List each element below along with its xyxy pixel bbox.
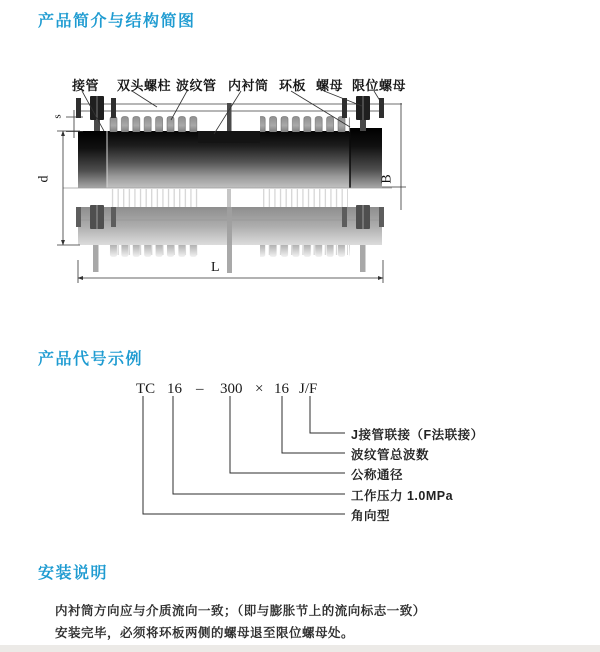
part-label-bellows: 波纹管 (176, 78, 217, 93)
code-label-connection: J接管联接（F法联接） (351, 428, 484, 442)
code-part-diameter: 300 (220, 381, 243, 397)
page-bottom-edge (0, 645, 600, 652)
part-label-limit-nut: 限位螺母 (352, 78, 407, 93)
code-part-dash: – (196, 381, 204, 397)
code-connector-lines (0, 370, 600, 560)
install-note-line1: 内衬筒方向应与介质流向一致；（即与膨胀节上的流向标志一致） (55, 604, 426, 618)
product-code-diagram (0, 370, 600, 560)
part-label-connecting-pipe: 接管 (72, 78, 100, 93)
code-part-connection: J/F (299, 381, 318, 397)
part-label-stud-bolt: 双头螺柱 (117, 78, 172, 93)
part-label-nut: 螺母 (316, 78, 344, 93)
part-label-inner-liner: 内衬筒 (228, 78, 269, 93)
code-part-type: TC (136, 381, 156, 397)
structure-diagram (30, 60, 460, 310)
code-label-pressure: 工作压力 1.0MPa (351, 489, 454, 503)
install-note-line2: 安装完毕，必须将环板两侧的螺母退至限位螺母处。 (55, 626, 355, 640)
code-part-pressure: 16 (167, 381, 182, 397)
code-part-wave-count: 16 (274, 381, 289, 397)
code-label-type: 角向型 (351, 509, 391, 523)
section-title-code-example: 产品代号示例 (38, 351, 144, 368)
expansion-joint-drawing (30, 60, 460, 310)
dim-label-d: d (36, 175, 52, 183)
code-part-times: × (255, 381, 264, 397)
dim-label-L: L (211, 260, 220, 275)
code-label-diameter: 公称通径 (351, 468, 404, 482)
lower-body (76, 205, 384, 273)
section-title-install: 安装说明 (38, 565, 109, 582)
dim-label-B: B (379, 174, 395, 184)
code-label-wave-count: 波纹管总波数 (351, 448, 430, 462)
part-label-ring-plate: 环板 (279, 78, 307, 93)
dim-label-s: s (51, 114, 64, 119)
section-title-intro: 产品简介与结构简图 (38, 13, 196, 30)
